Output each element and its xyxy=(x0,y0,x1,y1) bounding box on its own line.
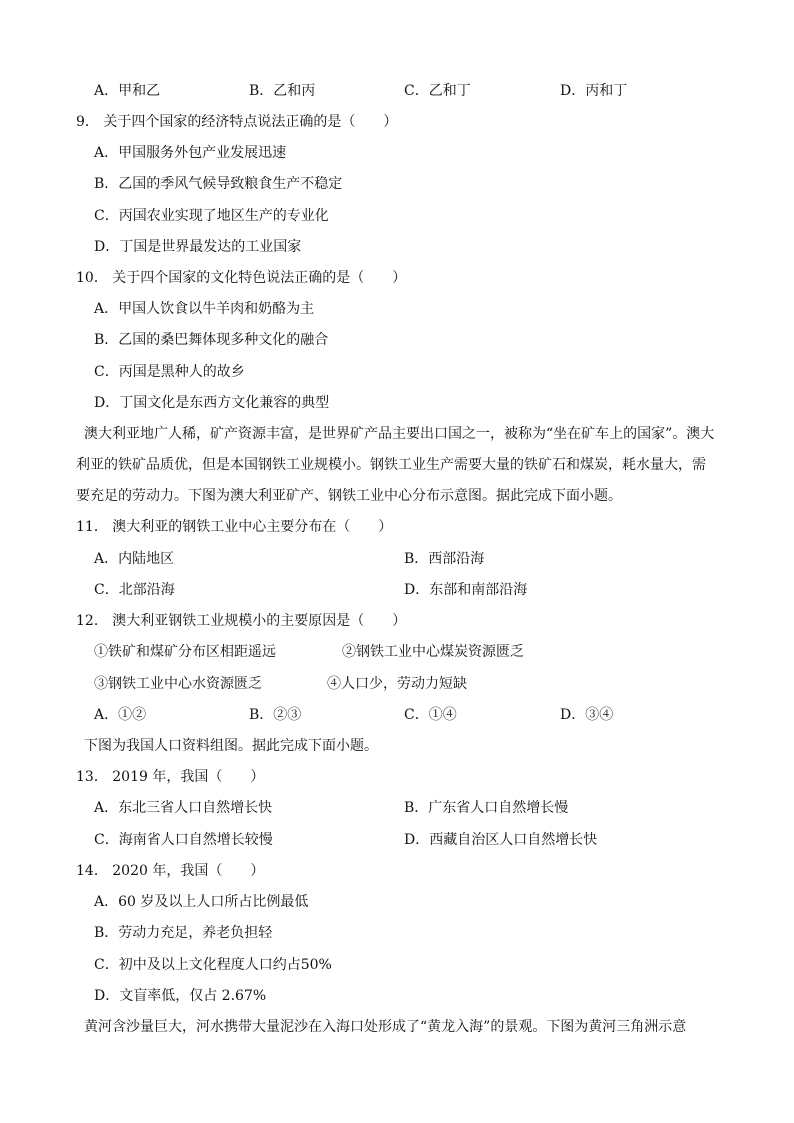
q10-option-a[interactable]: A．甲国人饮食以牛羊肉和奶酪为主 xyxy=(94,301,315,317)
q12-option-c[interactable]: C．①④ xyxy=(404,707,457,723)
q9-stem: 9． 关于四个国家的经济特点说法正确的是（ ） xyxy=(76,114,398,130)
q12-option-d[interactable]: D．③④ xyxy=(560,707,614,723)
q12-option-b[interactable]: B．②③ xyxy=(249,707,302,723)
q9-option-c[interactable]: C．丙国农业实现了地区生产的专业化 xyxy=(94,208,329,224)
q12-item-1: ①铁矿和煤矿分布区相距遥远 xyxy=(94,644,276,660)
q13-option-d[interactable]: D．西藏自治区人口自然增长快 xyxy=(404,832,598,848)
q10-option-c[interactable]: C．丙国是黑种人的故乡 xyxy=(94,364,245,380)
q14-option-b[interactable]: B．劳动力充足，养老负担轻 xyxy=(94,925,273,941)
passage-population: 下图为我国人口资料组图。据此完成下面小题。 xyxy=(84,738,378,754)
q10-option-b[interactable]: B．乙国的桑巴舞体现多种文化的融合 xyxy=(94,332,329,348)
q9-option-a[interactable]: A．甲国服务外包产业发展迅速 xyxy=(94,145,287,161)
q9-option-d[interactable]: D．丁国是世界最发达的工业国家 xyxy=(94,239,302,255)
q11-stem: 11． 澳大利亚的钢铁工业中心主要分布在（ ） xyxy=(76,519,393,535)
q12-item-2: ②钢铁工业中心煤炭资源匮乏 xyxy=(342,644,524,660)
q14-option-a[interactable]: A．60 岁及以上人口所占比例最低 xyxy=(94,894,309,910)
q11-option-a[interactable]: A．内陆地区 xyxy=(94,551,175,567)
q12-option-a[interactable]: A．①② xyxy=(94,707,147,723)
q10-option-d[interactable]: D．丁国文化是东西方文化兼容的典型 xyxy=(94,395,330,411)
q13-option-a[interactable]: A．东北三省人口自然增长快 xyxy=(94,800,273,816)
q11-option-b[interactable]: B．西部沿海 xyxy=(404,551,485,567)
q12-item-3: ③钢铁工业中心水资源匮乏 xyxy=(94,676,262,692)
q8-option-a[interactable]: A．甲和乙 xyxy=(94,83,161,99)
q13-option-b[interactable]: B．广东省人口自然增长慢 xyxy=(404,800,569,816)
q13-stem: 13． 2019 年，我国（ ） xyxy=(76,769,265,785)
q11-option-d[interactable]: D．东部和南部沿海 xyxy=(404,582,528,598)
q8-option-c[interactable]: C．乙和丁 xyxy=(404,83,471,99)
q14-option-d[interactable]: D．文盲率低，仅占 2.67% xyxy=(94,988,267,1004)
q8-option-b[interactable]: B．乙和丙 xyxy=(249,83,316,99)
q9-option-b[interactable]: B．乙国的季风气候导致粮食生产不稳定 xyxy=(94,176,343,192)
q14-stem: 14． 2020 年，我国（ ） xyxy=(76,863,265,879)
q12-item-4: ④人口少，劳动力短缺 xyxy=(327,676,467,692)
passage-yellow-river: 黄河含沙量巨大，河水携带大量泥沙在入海口处形成了“黄龙入海”的景观。下图为黄河三角洲示意 xyxy=(84,1019,687,1035)
q10-stem: 10． 关于四个国家的文化特色说法正确的是（ ） xyxy=(76,270,407,286)
q8-option-d[interactable]: D．丙和丁 xyxy=(560,83,628,99)
q11-option-c[interactable]: C．北部沿海 xyxy=(94,582,175,598)
q14-option-c[interactable]: C．初中及以上文化程度人口约占50% xyxy=(94,957,332,973)
passage-australia: 澳大利亚地广人稀，矿产资源丰富，是世界矿产品主要出口国之一，被称为“坐在矿车上的国家”。澳大利亚的铁矿品质优，但是本国钢铁工业规模小。钢铁工业生产需要大量的铁矿石和煤炭，耗水量大，需要充足的劳动力。下图为澳大利亚矿产、钢铁工业中心分布示意图。据此完成下面小题。 xyxy=(76,426,715,504)
q13-option-c[interactable]: C．海南省人口自然增长较慢 xyxy=(94,832,273,848)
q12-stem: 12． 澳大利亚钢铁工业规模小的主要原因是（ ） xyxy=(76,613,407,629)
